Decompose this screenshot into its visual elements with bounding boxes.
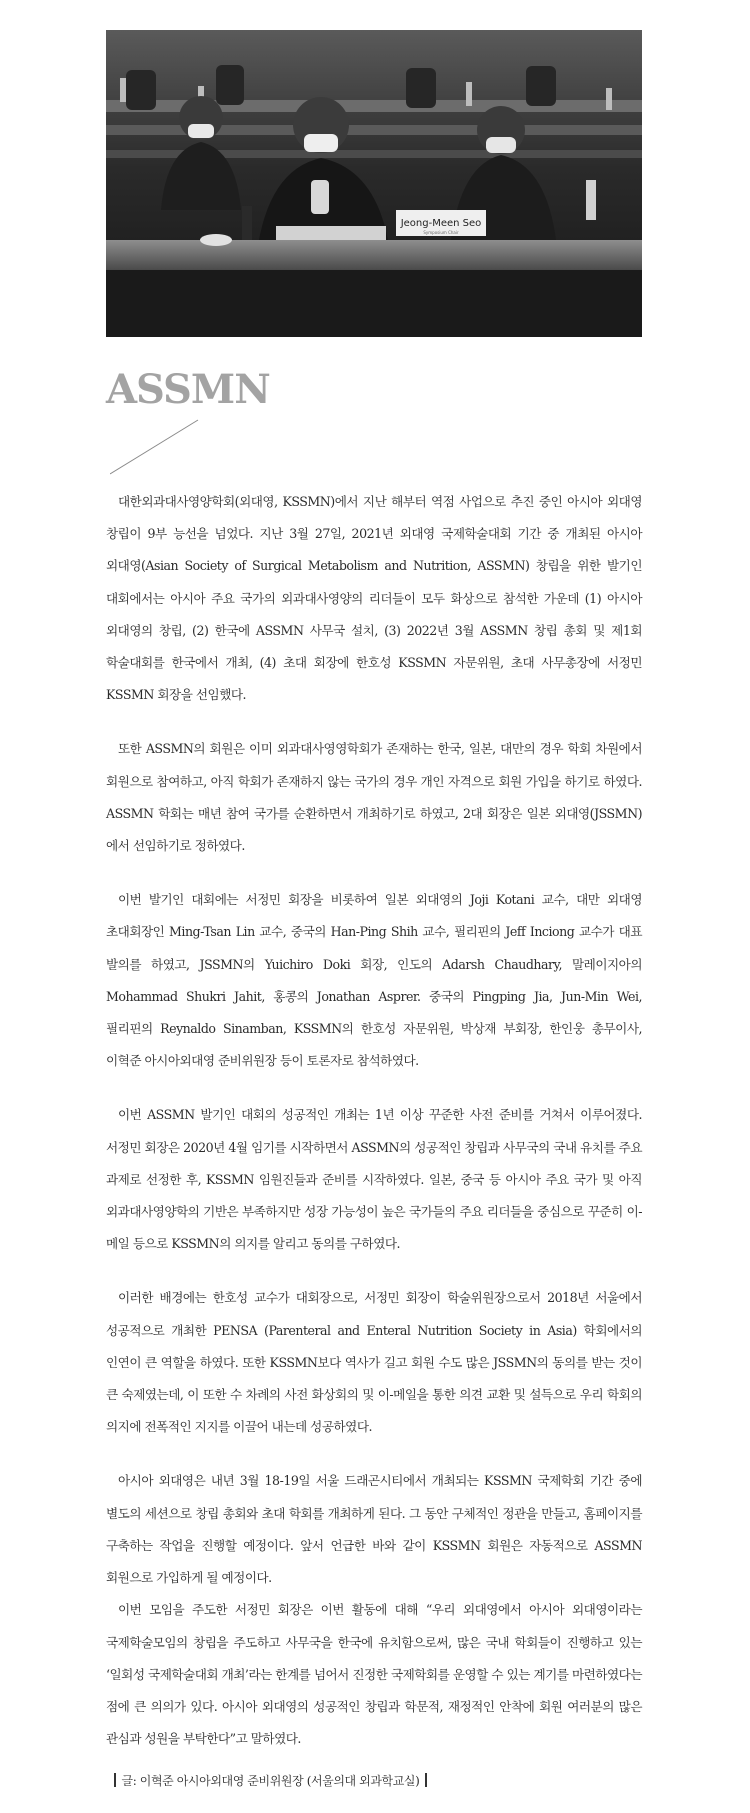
byline-bar-left xyxy=(114,1773,116,1787)
article-photo xyxy=(106,30,642,337)
nameplate-text: Jeong-Meen Seo xyxy=(400,218,482,229)
paragraph-6: 아시아 외대영은 내년 3월 18-19일 서울 드래곤시티에서 개최되는 KSSMN 국제학회 기간 중에 별도의 세션으로 창립 총회와 초대 학회를 개최하게 된다. 그 동안 구체적인 정관을 만들고, 홈페이지를 구축하는 작업을 진행할 예정이다. 앞서 언급한 바와 같이 KSSMN 회원은 자동적으로 ASSMN 회원으로 가입하게 될 예정이다. xyxy=(106,1473,642,1586)
paragraph-7: 이번 모임을 주도한 서정민 회장은 이번 활동에 대해 “우리 외대영에서 아시아 외대영이라는 국제학술모임의 창립을 주도하고 사무국을 한국에 유치함으로써, 많은 국내 학회들이 진행하고 있는 ‘일회성 국제학술대회 개최’라는 한계를 넘어서 진정한 국제학회를 운영할 수 있는 계기를 마련하였다는 점에 큰 의의가 있다. 아시아 외대영의 성공적인 창립과 학문적, 재정적인 안착에 회원 여러분의 많은 관심과 성원을 부탁한다”고 말하였다. xyxy=(106,1602,642,1747)
article-body xyxy=(106,486,642,1755)
byline-affiliation: (서울의대 외과학교실) xyxy=(306,1774,420,1788)
paragraph-2: 또한 ASSMN의 회원은 이미 외과대사영영학회가 존재하는 한국, 일본, 대만의 경우 학회 차원에서 회원으로 참여하고, 아직 학회가 존재하지 않는 국가의 경우 개인 자격으로 회원 가입을 하기로 하였다. ASSMN 학회는 매년 참여 국가를 순환하면서 개최하기로 하였고, 2대 회장은 일본 외대영(JSSMN)에서 선임하기로 정하였다. xyxy=(106,741,642,854)
section-heading: ASSMN xyxy=(106,366,270,413)
heading-divider xyxy=(110,416,230,476)
byline-bar-right xyxy=(425,1773,427,1787)
paragraph-3: 이번 발기인 대회에는 서정민 회장을 비롯하여 일본 외대영의 Joji Kotani 교수, 대만 외대영 초대회장인 Ming-Tsan Lin 교수, 중국의 Han-Ping Shih 교수, 필리핀의 Jeff Inciong 교수가 대표 발의를 하였고, JSSMN의 Yuichiro Doki 회장, 인도의 Adarsh Chaudhary, 말레이지아의 Mohammad Shukri Jahit, 홍콩의 Jonathan Asprer. 중국의 Pingping Jia, Jun-Min Wei, 필리핀의 Reynaldo Sinamban, KSSMN의 한호성 자문위원, 박상재 부회장, 한인웅 총무이사, 이혁준 아시아외대영 준비위원장 등이 토론자로 참석하였다. xyxy=(106,892,642,1069)
byline-author: 글: 이혁준 아시아외대영 준비위원장 xyxy=(121,1774,304,1788)
paragraph-4: 이번 ASSMN 발기인 대회의 성공적인 개최는 1년 이상 꾸준한 사전 준비를 거쳐서 이루어졌다. 서정민 회장은 2020년 4월 임기를 시작하면서 ASSMN의 성공적인 창립과 사무국의 국내 유치를 주요 과제로 선정한 후, KSSMN 임원진들과 준비를 시작하였다. 일본, 중국 등 아시아 주요 국가 및 아직 외과대사영양학의 기반은 부족하지만 성장 가능성이 높은 국가들의 주요 리더들을 중심으로 꾸준히 이-메일 등으로 KSSMN의 의지를 알리고 동의를 구하였다. xyxy=(106,1107,642,1252)
byline xyxy=(108,1773,433,1789)
paragraph-1: 대한외과대사영양학회(외대영, KSSMN)에서 지난 해부터 역점 사업으로 추진 중인 아시아 외대영 창립이 9부 능선을 넘었다. 지난 3월 27일, 2021년 외대영 국제학술대회 기간 중 개최된 아시아 외대영(Asian Society of Surgical Metabolism and Nutrition, ASSMN) 창립을 위한 발기인 대회에서는 아시아 주요 국가의 외과대사영양의 리더들이 모두 화상으로 참석한 가운데 (1) 아시아 외대영의 창립, (2) 한국에 ASSMN 사무국 설치, (3) 2022년 3월 ASSMN 창립 총회 및 제1회 학술대회를 한국에서 개최, (4) 초대 회장에 한호성 KSSMN 자문위원, 초대 사무총장에 서정민 KSSMN 회장을 선임했다. xyxy=(106,494,642,703)
paragraph-5: 이러한 배경에는 한호성 교수가 대회장으로, 서정민 회장이 학술위원장으로서 2018년 서울에서 성공적으로 개최한 PENSA (Parenteral and Enteral Nutrition Society in Asia) 학회에서의 인연이 큰 역할을 하였다. 또한 KSSMN보다 역사가 길고 회원 수도 많은 JSSMN의 동의를 받는 것이 큰 숙제였는데, 이 또한 수 차례의 사전 화상회의 및 이-메일을 통한 의견 교환 및 설득으로 우리 학회의 의지에 전폭적인 지지를 이끌어 내는데 성공하였다. xyxy=(106,1290,642,1435)
nameplate-subtext: Symposium Chair xyxy=(423,230,459,235)
